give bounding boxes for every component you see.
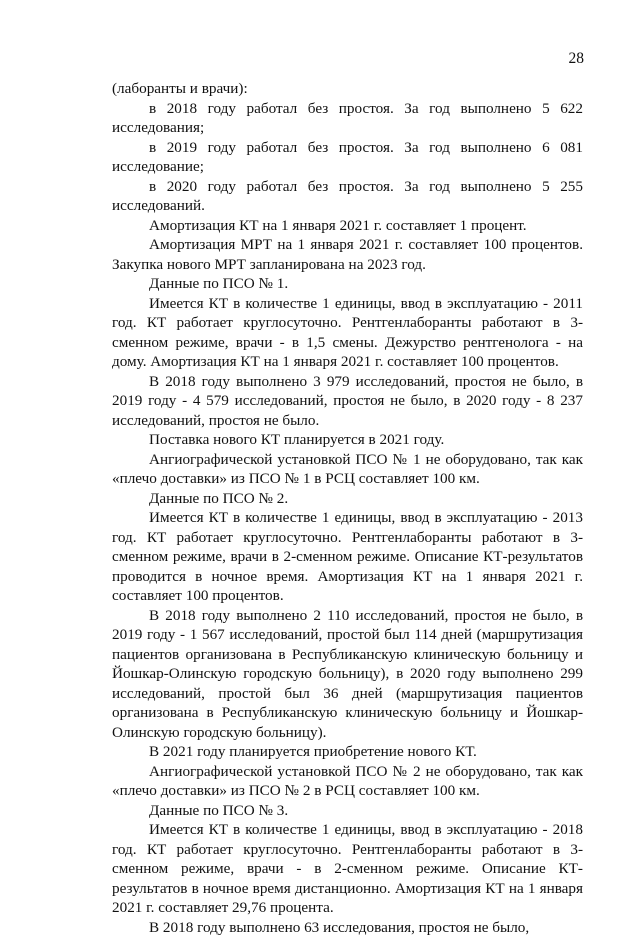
document-body bbox=[112, 79, 583, 937]
paragraph: в 2018 году работал без простоя. За год выполнено 5 622 исследования; bbox=[112, 99, 583, 138]
paragraph: в 2020 году работал без простоя. За год выполнено 5 255 исследований. bbox=[112, 177, 583, 216]
paragraph: Данные по ПСО № 1. bbox=[112, 274, 583, 294]
paragraph: Амортизация МРТ на 1 января 2021 г. составляет 100 процентов. Закупка нового МРТ запланирована на 2023 год. bbox=[112, 235, 583, 274]
paragraph: В 2018 году выполнено 2 110 исследований, простоя не было, в 2019 году - 1 567 исследований, простой был 114 дней (маршрутизация пациентов организована в Республиканскую клиническую больницу и Йошкар-Олинскую городскую больницу), в 2020 году выполнено 299 исследований, простой был 36 дней (маршрутизация пациентов организована в Республиканскую клиническую больницу и Йошкар-Олинскую городскую больницу). bbox=[112, 606, 583, 743]
paragraph: В 2018 году выполнено 63 исследования, простоя не было, bbox=[112, 918, 583, 937]
paragraph: Данные по ПСО № 3. bbox=[112, 801, 583, 821]
paragraph: В 2018 году выполнено 3 979 исследований, простоя не было, в 2019 году - 4 579 исследований, простоя не было, в 2020 году - 8 237 исследований, простоя не было. bbox=[112, 372, 583, 431]
paragraph: в 2019 году работал без простоя. За год выполнено 6 081 исследование; bbox=[112, 138, 583, 177]
page-number: 28 bbox=[569, 50, 585, 68]
paragraph: Имеется КТ в количестве 1 единицы, ввод в эксплуатацию - 2018 год. КТ работает круглосуточно. Рентгенлаборанты работают в 3-сменном режиме, врачи - в 2-сменном режиме. Описание КТ-результатов в ночное время дистанционно. Амортизация КТ на 1 января 2021 г. составляет 29,76 процента. bbox=[112, 820, 583, 918]
paragraph: Ангиографической установкой ПСО № 1 не оборудовано, так как «плечо доставки» из ПСО № 1 в РСЦ составляет 100 км. bbox=[112, 450, 583, 489]
paragraph: Ангиографической установкой ПСО № 2 не оборудовано, так как «плечо доставки» из ПСО № 2 в РСЦ составляет 100 км. bbox=[112, 762, 583, 801]
paragraph: В 2021 году планируется приобретение нового КТ. bbox=[112, 742, 583, 762]
paragraph: Данные по ПСО № 2. bbox=[112, 489, 583, 509]
paragraph: Имеется КТ в количестве 1 единицы, ввод в эксплуатацию - 2011 год. КТ работает круглосуточно. Рентгенлаборанты работают в 3-сменном режиме, врачи - в 1,5 смены. Дежурство рентгенолога - на дому. Амортизация КТ на 1 января 2021 г. составляет 100 процентов. bbox=[112, 294, 583, 372]
paragraph: Поставка нового КТ планируется в 2021 году. bbox=[112, 430, 583, 450]
paragraph: Амортизация КТ на 1 января 2021 г. составляет 1 процент. bbox=[112, 216, 583, 236]
paragraph: (лаборанты и врачи): bbox=[112, 79, 583, 99]
paragraph: Имеется КТ в количестве 1 единицы, ввод в эксплуатацию - 2013 год. КТ работает круглосуточно. Рентгенлаборанты работают в 3-сменном режиме, врачи в 2-сменном режиме. Описание КТ-результатов проводится в ночное время. Амортизация КТ на 1 января 2021 г. составляет 100 процентов. bbox=[112, 508, 583, 606]
